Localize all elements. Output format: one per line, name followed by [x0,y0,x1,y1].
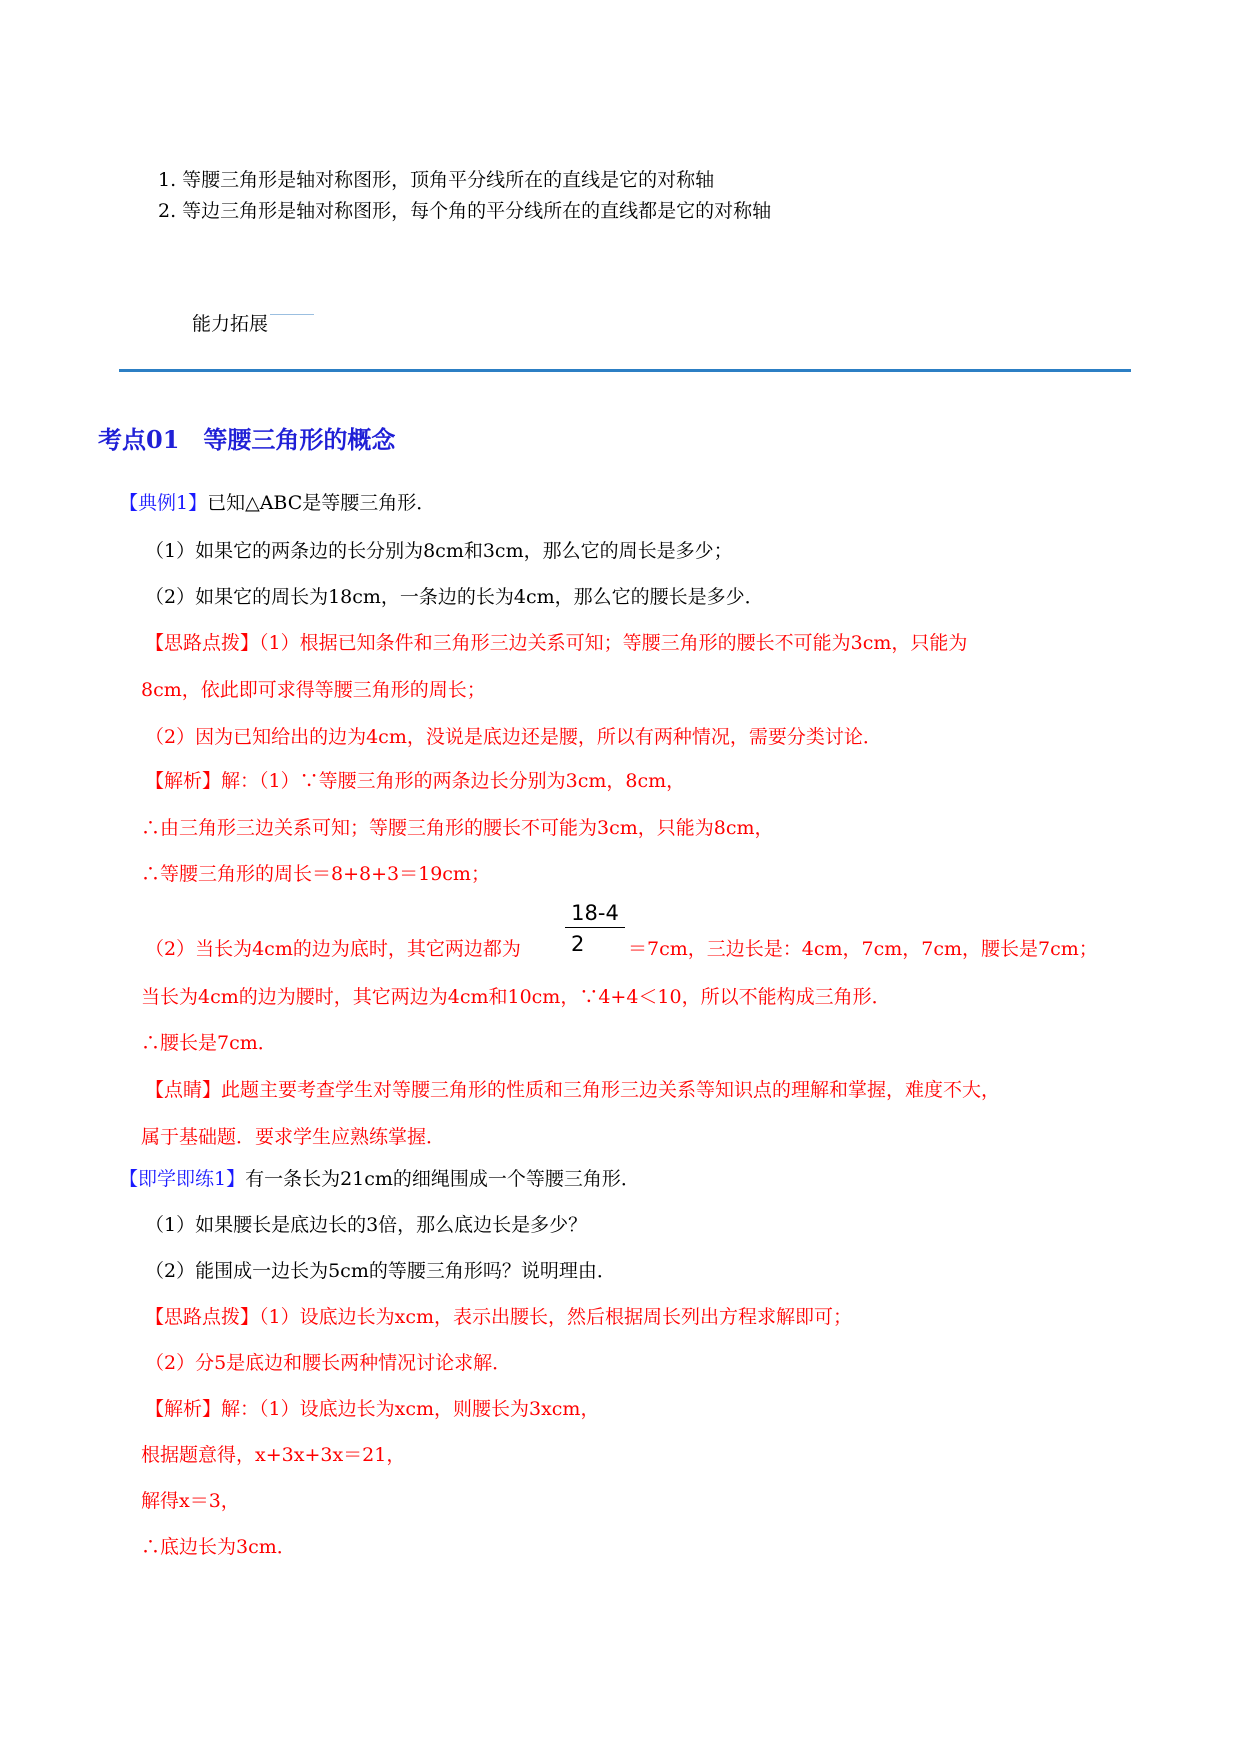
fraction-denominator: 2 [571,932,585,956]
practice-1-analysis-line-1: 【解析】解：（1）设底边长为xcm，则腰长为3xcm， [145,1398,600,1420]
practice-1-tag: 【即学即练1】 [119,1168,246,1190]
practice-1-subq-2: （2）能围成一边长为5cm的等腰三角形吗？说明理由． [145,1260,616,1282]
example-1-comment-label: 【点睛】 [145,1079,222,1101]
intro-item-1: 1. 等腰三角形是轴对称图形，顶角平分线所在的直线是它的对称轴 [158,169,715,191]
example-1-stem: 已知△ABC是等腰三角形． [207,492,436,514]
example-1-analysis-label: 【解析】 [145,770,222,792]
intro-item-2: 2. 等边三角形是轴对称图形，每个角的平分线所在的直线都是它的对称轴 [158,200,772,222]
example-1-hint-line-1: 【思路点拨】（1）根据已知条件和三角形三边关系可知；等腰三角形的腰长不可能为3cm，只能为 [145,632,968,654]
practice-1-hint-line-1: 【思路点拨】（1）设底边长为xcm，表示出腰长，然后根据周长列出方程求解即可； [145,1306,852,1328]
practice-1-analysis-label: 【解析】 [145,1398,222,1420]
fraction [565,903,625,955]
point-title: 考点01 等腰三角形的概念 [98,425,396,454]
example-1-analysis-line-6: ∴腰长是7cm． [141,1032,277,1054]
section-divider [119,369,1131,372]
practice-1-question [119,1170,640,1189]
example-1-subq-2: （2）如果它的周长为18cm，一条边的长为4cm，那么它的腰长是多少． [145,586,764,608]
example-1-hint-line-2: 8cm，依此即可求得等腰三角形的周长； [141,679,486,701]
section-tab-label: 能力拓展 [192,313,269,335]
fraction-numerator: 18-4 [565,903,625,928]
practice-1-analysis-line-2: 根据题意得，x+3x+3x＝21， [141,1444,406,1466]
example-1-analysis-line-4b: ＝7cm，三边长是：4cm，7cm，7cm，腰长是7cm； [628,938,1098,960]
example-1-question [119,494,435,513]
practice-1-analysis-line-4: ∴底边长为3cm． [141,1536,296,1558]
example-1-tag: 【典例1】 [119,492,208,514]
example-1-subq-1: （1）如果它的两条边的长分别为8cm和3cm，那么它的周长是多少； [145,540,733,562]
example-1-comment-line-1: 【点睛】此题主要考查学生对等腰三角形的性质和三角形三边关系等知识点的理解和掌握，难度不大， [145,1079,1001,1101]
example-1-analysis-line-4a: （2）当长为4cm的边为底时，其它两边都为 [145,938,521,960]
example-1-analysis-line-2: ∴由三角形三边关系可知；等腰三角形的腰长不可能为3cm，只能为8cm， [141,817,774,839]
practice-1-analysis-line-3: 解得x＝3， [141,1490,240,1512]
example-1-analysis-line-5: 当长为4cm的边为腰时，其它两边为4cm和10cm，∵4+4＜10，所以不能构成三角形． [141,986,891,1008]
section-tab-underline [270,314,314,315]
practice-1-stem: 有一条长为21cm的细绳围成一个等腰三角形． [245,1168,640,1190]
example-1-hint-label: 【思路点拨】 [145,632,260,654]
example-1-comment-line-2: 属于基础题．要求学生应熟练掌握． [141,1126,446,1148]
practice-1-subq-1: （1）如果腰长是底边长的3倍，那么底边长是多少？ [145,1214,588,1236]
example-1-analysis-line-3: ∴等腰三角形的周长＝8+8+3＝19cm； [141,863,490,885]
example-1-analysis-line-1: 【解析】解：（1）∵等腰三角形的两条边长分别为3cm，8cm， [145,770,686,792]
practice-1-hint-line-2: （2）分5是底边和腰长两种情况讨论求解． [145,1352,512,1374]
practice-1-hint-label: 【思路点拨】 [145,1306,260,1328]
example-1-hint-line-3: （2）因为已知给出的边为4cm，没说是底边还是腰，所以有两种情况，需要分类讨论． [145,726,882,748]
